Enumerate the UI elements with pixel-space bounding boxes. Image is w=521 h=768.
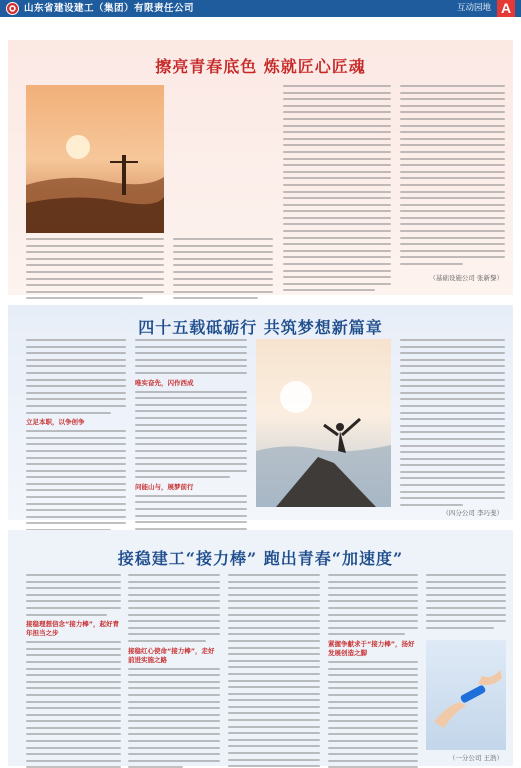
article-1-col-4-text bbox=[400, 85, 505, 270]
article-3-title: 接稳建工“接力棒” 跑出青春“加速度” bbox=[117, 549, 404, 568]
article-2-subhead-1: 立足本职，以争创争 bbox=[26, 418, 85, 427]
article-2-subhead-3: 问能山与，展梦前行 bbox=[135, 482, 194, 491]
page-letter-badge: A bbox=[497, 0, 515, 17]
article-3-col-5-text bbox=[426, 574, 506, 633]
article-3-subhead-2: 接稳红心使命“接力棒”，走好前进实施之路 bbox=[128, 646, 215, 664]
article-1-col-1-text bbox=[26, 238, 164, 304]
article-1-title: 擦亮青春底色 炼就匠心匠魂 bbox=[155, 57, 366, 76]
article-3-col-4-text bbox=[328, 574, 418, 768]
company-logo bbox=[6, 2, 19, 15]
article-2-col-2-text bbox=[135, 339, 247, 548]
article-2-col-3-text bbox=[400, 339, 505, 510]
article-3 bbox=[8, 530, 513, 766]
article-2-col-1-text bbox=[26, 339, 126, 536]
article-3-col-3-text bbox=[228, 574, 320, 768]
section-name: 互动园地 bbox=[456, 3, 491, 13]
article-3-col-1-text bbox=[26, 574, 121, 768]
article-1-photo bbox=[26, 85, 164, 233]
article-2 bbox=[8, 305, 513, 520]
article-1-col-2-text bbox=[173, 238, 273, 304]
article-3-subhead-1: 接稳理想信念“接力棒”，起好青年担当之步 bbox=[26, 620, 120, 638]
company-name: 山东省建设建工（集团）有限责任公司 bbox=[24, 3, 195, 14]
article-1-byline: （基础设施公司 张新黎） bbox=[429, 274, 503, 282]
article-2-byline: （四分公司 李巧斐） bbox=[442, 509, 503, 517]
article-3-subhead-3: 紧握争献求于“接力棒”，扬好发展创造之脚 bbox=[328, 639, 415, 657]
article-1 bbox=[8, 40, 513, 295]
article-3-col-2-text bbox=[128, 574, 220, 768]
article-1-col-3-text bbox=[283, 85, 391, 296]
article-2-title: 四十五载砥砺行 共筑梦想新篇章 bbox=[138, 318, 383, 337]
article-2-subhead-2: 唯实奋先，闪作西成 bbox=[135, 378, 194, 387]
logo-emblem-icon bbox=[7, 3, 18, 14]
page-header bbox=[0, 0, 521, 17]
article-3-photo bbox=[426, 640, 506, 750]
article-2-photo bbox=[256, 339, 391, 507]
article-3-byline: （一分公司 王浩） bbox=[448, 754, 503, 762]
